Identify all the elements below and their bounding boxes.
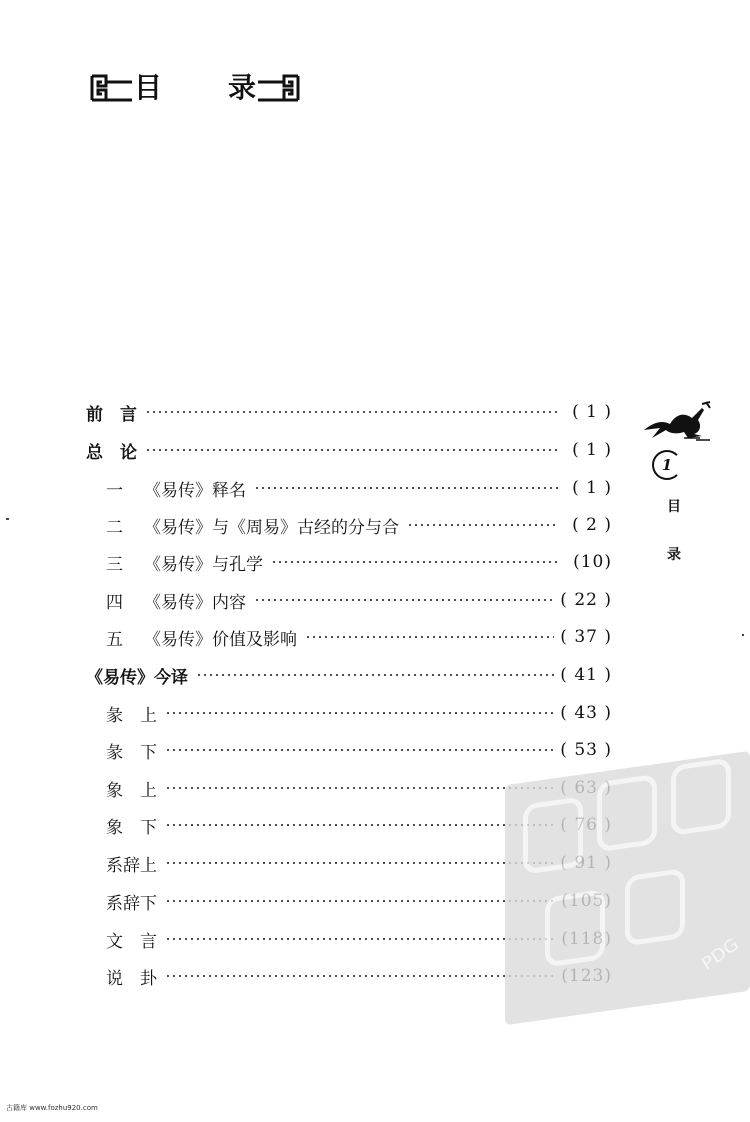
toc-entry-label: 《易传》内容 [144, 592, 246, 613]
dot-leader [165, 975, 555, 977]
toc-entry [86, 398, 612, 426]
toc-entry-title [86, 400, 139, 425]
heading-char-2: 录 [228, 71, 257, 104]
toc-entry-page: ( 1 ) [572, 478, 612, 498]
toc-entry-number: 三 [106, 554, 123, 575]
toc-entry [86, 436, 612, 464]
dot-leader [196, 674, 554, 676]
toc-entry [106, 511, 612, 539]
dot-leader [165, 712, 554, 714]
toc-entry-label: 彖 下 [106, 742, 157, 763]
toc-entry-title [86, 438, 139, 463]
dot-leader [165, 862, 554, 864]
footer-source: 古籍库 www.fozhu920.com [6, 1104, 98, 1112]
toc-entry-page: (10) [573, 552, 612, 572]
toc-entry-title [106, 701, 159, 726]
library-stamp-watermark [505, 751, 750, 1025]
page-number-badge: 1 [652, 450, 682, 480]
toc-entry-label: 《易传》今译 [86, 667, 188, 688]
side-char-2: 录 [667, 547, 681, 563]
dot-leader [271, 561, 558, 563]
toc-entry-page: ( 22 ) [560, 590, 612, 610]
toc-entry-label: 系辞下 [106, 893, 157, 914]
heading-char-1: 目 [134, 71, 163, 104]
toc-entry-page: ( 53 ) [560, 740, 612, 760]
toc-entry [106, 699, 612, 727]
toc-entry [106, 548, 612, 576]
dot-leader [165, 938, 555, 940]
toc-entry-page: ( 41 ) [560, 665, 612, 685]
toc-entry [86, 661, 612, 689]
side-tab [640, 400, 720, 563]
toc-entry-title [106, 889, 159, 914]
toc-entry-label: 象 上 [106, 780, 157, 801]
toc-entry-page: ( 1 ) [572, 440, 612, 460]
toc-entry [106, 474, 612, 502]
toc-entry-title [106, 813, 159, 838]
toc-entry-label: 前 言 [86, 404, 137, 425]
toc-entry [106, 736, 612, 764]
toc-entry-label: 总 论 [86, 442, 137, 463]
toc-entry-label: 《易传》与孔学 [144, 554, 263, 575]
toc-entry-number: 五 [106, 629, 123, 650]
running-horse-icon [640, 400, 720, 442]
dot-leader [254, 487, 558, 489]
toc-entry-title [106, 625, 299, 650]
toc-entry-number: 一 [106, 480, 123, 501]
toc-entry-label: 彖 上 [106, 705, 157, 726]
toc-entry-page: ( 1 ) [572, 402, 612, 422]
dot-leader [407, 524, 558, 526]
toc-entry-title [106, 738, 159, 763]
toc-entry-title [106, 927, 159, 952]
toc-entry-title [106, 588, 248, 613]
toc-entry-title [106, 964, 159, 989]
stamp-pdg-text: PDG [698, 934, 743, 975]
dot-leader [165, 787, 554, 789]
toc-entry-page: ( 43 ) [560, 703, 612, 723]
dot-leader [165, 824, 554, 826]
scan-speck [6, 518, 9, 520]
toc-entry-title [106, 550, 265, 575]
toc-entry-page: ( 37 ) [560, 627, 612, 647]
toc-entry-title [86, 663, 190, 688]
toc-entry-label: 说 卦 [106, 968, 157, 989]
dot-leader [145, 411, 558, 413]
toc-entry-title [106, 513, 401, 538]
toc-entry-number: 四 [106, 592, 123, 613]
dot-leader [305, 636, 554, 638]
scan-speck [742, 634, 744, 636]
toc-entry [106, 586, 612, 614]
toc-entry-number: 二 [106, 517, 123, 538]
dot-leader [165, 749, 554, 751]
toc-entry-title [106, 776, 159, 801]
side-char-1: 目 [667, 499, 681, 515]
toc-entry-page: ( 2 ) [572, 515, 612, 535]
toc-entry-label: 文 言 [106, 931, 157, 952]
toc-entry-label: 《易传》释名 [144, 480, 246, 501]
toc-entry-label: 象 下 [106, 817, 157, 838]
toc-entry [106, 623, 612, 651]
toc-entry-title [106, 851, 159, 876]
toc-entry-label: 《易传》价值及影响 [144, 629, 297, 650]
toc-entry-label: 系辞上 [106, 855, 157, 876]
toc-entry-label: 《易传》与《周易》古经的分与合 [144, 517, 399, 538]
dot-leader [145, 449, 558, 451]
dot-leader [254, 599, 554, 601]
toc-entry-title [106, 476, 248, 501]
dot-leader [165, 900, 555, 902]
